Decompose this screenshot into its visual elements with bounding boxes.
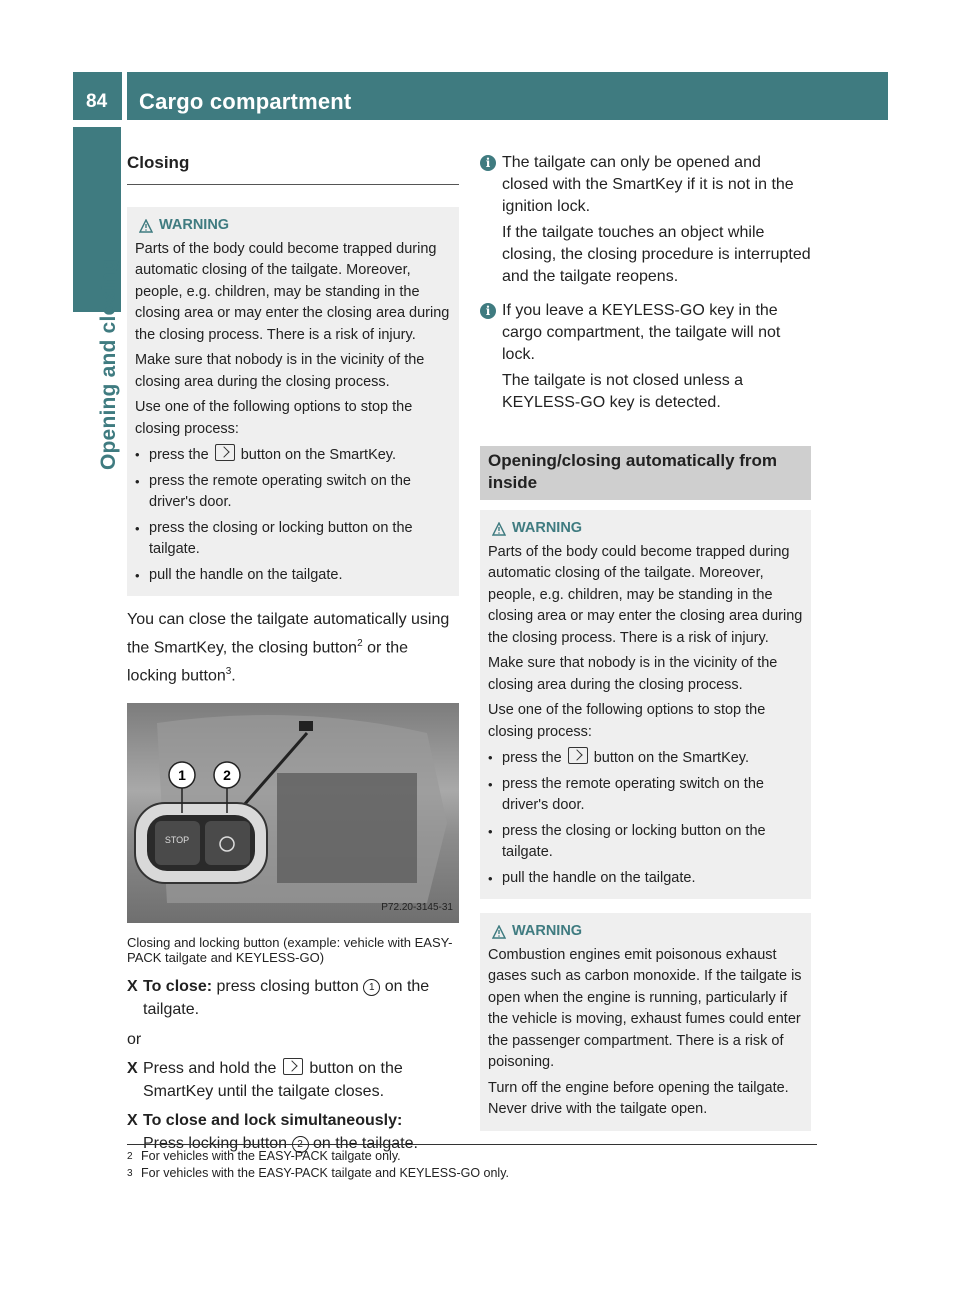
list-item — [135, 565, 451, 587]
warning-text: Make sure that nobody is in the vicinity of the closing area during the closing process. — [488, 655, 778, 693]
step-label: To close and lock simultaneously: — [143, 1111, 403, 1129]
warning-box — [480, 510, 811, 899]
tailgate-key-icon — [215, 444, 235, 461]
section-heading: Opening/closing automatically from inside — [480, 446, 811, 500]
info-text: The tailgate can only be opened and closed with the SmartKey if it is not in the ignition lock. — [502, 154, 794, 215]
stop-label: STOP — [164, 834, 190, 845]
list-text: pull the handle on the tailgate. — [149, 566, 343, 583]
list-item — [135, 518, 451, 561]
warning-text: Make sure that nobody is in the vicinity of the closing area during the closing process. — [135, 352, 425, 390]
callout-2: 2 — [223, 766, 231, 783]
body-text: You can close the tailgate automatically using the SmartKey, the closing button — [127, 611, 450, 657]
footnote-number: 3 — [127, 1168, 133, 1179]
warning-text: Combustion engines emit poisonous exhaust gases such as carbon monoxide. If the tailgate is open when the engine is running, particularly if the vehicle is moving, exhaust fumes could enter the passenger compartment. There is a risk of poisoning. — [488, 946, 802, 1070]
body-paragraph — [127, 608, 459, 689]
warning-triangle-icon — [492, 522, 506, 536]
photo-caption: Closing and locking button (example: vehicle with EASY-PACK tailgate and KEYLESS-GO) — [127, 934, 453, 965]
page-number: 84 — [86, 91, 108, 112]
footnote-number: 2 — [127, 1151, 133, 1162]
info-text: If the tailgate touches an object while closing, the closing procedure is interrupted and the tailgate reopens. — [502, 224, 811, 285]
header-divider — [122, 72, 127, 120]
warning-box — [127, 207, 459, 596]
step-text: press closing button — [212, 977, 364, 995]
bullet-icon: • — [135, 520, 140, 536]
warning-title-text: WARNING — [512, 923, 583, 939]
bullet-icon: • — [488, 870, 493, 886]
step-text: on the tailgate. — [143, 977, 430, 1018]
step-text: button on the SmartKey until the tailgate closes. — [143, 1059, 403, 1100]
callout-number-icon: 1 — [363, 979, 380, 996]
bullet-icon: • — [135, 567, 140, 583]
closing-heading: Closing — [127, 152, 459, 185]
info-text: If you leave a KEYLESS-GO key in the cargo compartment, the tailgate will not lock. — [502, 302, 781, 363]
warning-text: Use one of the following options to stop the closing process: — [488, 702, 766, 740]
warning-triangle-icon — [139, 219, 153, 233]
list-item — [488, 821, 803, 864]
left-column — [127, 152, 459, 1155]
footnotes — [127, 1144, 817, 1182]
section-title: Cargo compartment — [139, 89, 352, 114]
step-label: To close: — [143, 977, 213, 995]
list-text: press the — [502, 750, 562, 766]
list-item — [488, 774, 803, 817]
bullet-icon: • — [135, 473, 140, 489]
list-item — [135, 471, 451, 514]
list-text: press the closing or locking button on the tailgate. — [149, 519, 413, 557]
list-item — [488, 868, 803, 890]
bullet-icon: • — [488, 823, 493, 839]
info-note — [480, 300, 811, 418]
or-text: or — [127, 1030, 142, 1048]
list-text: pull the handle on the tailgate. — [502, 869, 696, 886]
warning-text: Parts of the body could become trapped during automatic closing of the tailgate. Moreover, people, e.g. children, may be standing in the closing area or may enter the closing area during the closing process. There is a risk of injury. — [488, 543, 803, 646]
warning-triangle-icon — [492, 925, 506, 939]
warning-title-text: WARNING — [512, 520, 583, 536]
instruction-step — [127, 1057, 459, 1103]
step-x-icon: X — [127, 1111, 138, 1129]
info-text: The tailgate is not closed unless a KEYLESS-GO key is detected. — [502, 372, 744, 411]
callout-number-icon: 2 — [292, 1136, 309, 1153]
tailgate-photo — [127, 703, 459, 923]
warning-text: Parts of the body could become trapped during automatic closing of the tailgate. Moreover, people, e.g. children, may be standing in the closing area or may enter the closing area during the closing process. There is a risk of injury. — [135, 240, 450, 343]
footnote-text: For vehicles with the EASY-PACK tailgate only. — [141, 1149, 401, 1163]
step-text: on the tailgate. — [308, 1134, 418, 1152]
list-text: press the remote operating switch on the driver's door. — [502, 775, 764, 813]
tailgate-illustration — [127, 703, 459, 923]
step-x-icon: X — [127, 977, 138, 995]
bullet-icon: • — [488, 776, 493, 792]
body-text: . — [231, 667, 236, 685]
tailgate-key-icon — [568, 747, 588, 764]
warning-text: Turn off the engine before opening the tailgate. Never drive with the tailgate open. — [488, 1079, 789, 1117]
photo-reference: P72.20-3145-31 — [381, 901, 453, 913]
warning-text: Use one of the following options to stop the closing process: — [135, 399, 413, 437]
step-text: Press locking button — [143, 1134, 292, 1152]
warning-title — [488, 921, 803, 943]
warning-title-text: WARNING — [159, 217, 230, 233]
info-icon: i — [480, 303, 496, 319]
warning-title — [135, 215, 451, 237]
right-column — [480, 152, 811, 1131]
footnote — [127, 1165, 817, 1182]
list-text: button on the SmartKey. — [240, 447, 397, 463]
footnote-ref: 3 — [225, 666, 232, 678]
list-text: press the remote operating switch on the driver's door. — [149, 472, 411, 510]
step-x-icon: X — [127, 1059, 138, 1077]
warning-box — [480, 913, 811, 1131]
info-icon: i — [480, 155, 496, 171]
callout-1: 1 — [178, 766, 186, 783]
list-text: press the — [149, 447, 209, 463]
body-text: or the locking button — [127, 639, 408, 685]
info-note — [480, 152, 811, 292]
list-text: button on the SmartKey. — [593, 750, 750, 766]
footnote-ref: 2 — [357, 638, 363, 649]
footnote — [127, 1148, 817, 1165]
warning-title — [488, 518, 803, 540]
side-chapter-label: Opening and closing — [97, 258, 120, 470]
list-item — [135, 444, 451, 467]
bullet-icon: • — [135, 447, 140, 462]
footnote-text: For vehicles with the EASY-PACK tailgate and KEYLESS-GO only. — [141, 1166, 509, 1180]
bullet-icon: • — [488, 750, 493, 765]
list-text: press the closing or locking button on the tailgate. — [502, 822, 766, 860]
step-text: Press and hold the — [143, 1059, 281, 1077]
list-item — [488, 747, 803, 770]
instruction-step — [127, 975, 459, 1021]
tailgate-key-icon — [283, 1058, 303, 1075]
